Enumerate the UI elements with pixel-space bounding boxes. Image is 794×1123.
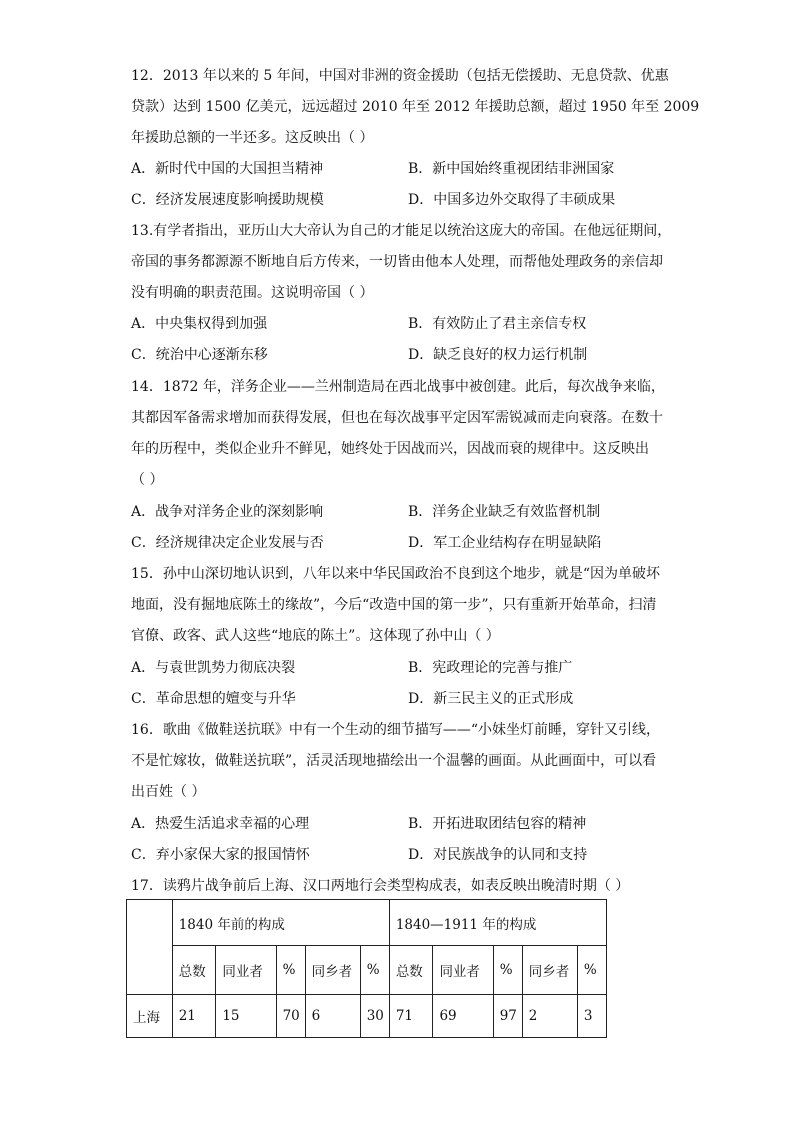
table-subheader: 总数 [172, 946, 216, 995]
table-cell: 3 [577, 995, 606, 1038]
table-header-row-periods [127, 900, 607, 946]
question-15-line-2: 地面，没有掘地底陈土的缘故”，今后“改造中国的第一步”，只有重新开始革命，扫清 [131, 597, 657, 613]
table-header-row-columns [127, 946, 607, 995]
table-cell: 30 [360, 995, 389, 1038]
question-14-option-a[interactable]: A．战争对洋务企业的深刻影响 [131, 504, 324, 520]
question-14-option-c[interactable]: C．经济规律决定企业发展与否 [131, 535, 324, 551]
table-subheader: 同业者 [216, 946, 276, 995]
table-cell: 69 [433, 995, 493, 1038]
question-13-option-d[interactable]: D．缺乏良好的权力运行机制 [408, 347, 588, 363]
question-14-line-4: （ ） [131, 472, 164, 488]
table-cell: 70 [276, 995, 305, 1038]
question-13-line-3: 没有明确的职责范围。这说明帝国（ ） [131, 285, 374, 301]
table-subheader: % [493, 946, 522, 995]
question-14-option-b[interactable]: B．洋务企业缺乏有效监督机制 [408, 504, 601, 520]
question-17-line-1: 17．读鸦片战争前后上海、汉口两地行会类型构成表，如表反映出晚清时期（ ） [131, 878, 630, 894]
table-subheader: % [360, 946, 389, 995]
table-cell: 15 [216, 995, 276, 1038]
question-16-option-d[interactable]: D．对民族战争的认同和支持 [408, 847, 588, 863]
question-12-option-b[interactable]: B．新中国始终重视团结非洲国家 [408, 161, 615, 177]
table-subheader: % [276, 946, 305, 995]
question-15-line-1: 15．孙中山深切地认识到，八年以来中华民国政治不良到这个地步，就是“因为单破坏 [131, 566, 660, 582]
question-15-option-d[interactable]: D．新三民主义的正式形成 [408, 691, 574, 707]
table-subheader: 同乡者 [305, 946, 360, 995]
table-subheader: 同乡者 [522, 946, 577, 995]
question-12-line-1: 12．2013 年以来的 5 年间，中国对非洲的资金援助（包括无偿援助、无息贷款、优惠 [131, 68, 669, 84]
question-12-option-a[interactable]: A．新时代中国的大国担当精神 [131, 161, 324, 177]
question-16-option-c[interactable]: C．弃小家保大家的报国情怀 [131, 847, 310, 863]
table-period-1: 1840 年前的构成 [172, 900, 389, 946]
question-13-line-1: 13.有学者指出，亚历山大大帝认为自己的才能足以统治这庞大的帝国。在他远征期间， [131, 223, 672, 239]
question-15-option-b[interactable]: B．宪政理论的完善与推广 [408, 660, 573, 676]
table-period-2: 1840—1911 年的构成 [389, 900, 606, 946]
question-16-option-b[interactable]: B．开拓进取团结包容的精神 [408, 816, 587, 832]
table-cell: 71 [389, 995, 433, 1038]
question-15-line-3: 官僚、政客、武人这些“地底的陈土”。这体现了孙中山（ ） [131, 628, 500, 644]
table-cell: 2 [522, 995, 577, 1038]
table-cell: 97 [493, 995, 522, 1038]
table-cell: 6 [305, 995, 360, 1038]
table-subheader: 同业者 [433, 946, 493, 995]
table-row-city: 上海 [127, 995, 173, 1038]
question-14-line-1: 14．1872 年，洋务企业——兰州制造局在西北战事中被创建。此后，每次战争来临， [131, 379, 665, 395]
question-16-line-1: 16．歌曲《做鞋送抗联》中有一个生动的细节描写——“小妹坐灯前睡，穿针又引线， [131, 722, 660, 738]
question-13-line-2: 帝国的事务都源源不断地自后方传来，一切皆由他本人处理，而帮他处理政务的亲信却 [131, 254, 663, 270]
question-12-option-c[interactable]: C．经济发展速度影响援助规模 [131, 192, 324, 208]
table-row [127, 995, 607, 1038]
question-12-line-2: 贷款）达到 1500 亿美元，远远超过 2010 年至 2012 年援助总额，超过 1950 年至 2009 [131, 99, 700, 115]
question-12-line-3: 年援助总额的一半还多。这反映出（ ） [131, 130, 374, 146]
question-14-line-3: 年的历程中，类似企业升不鲜见，她终处于因战而兴，因战而衰的规律中。这反映出 [131, 441, 649, 457]
question-12-option-d[interactable]: D．中国多边外交取得了丰硕成果 [408, 192, 616, 208]
question-14-line-2: 其都因军备需求增加而获得发展，但也在每次战事平定因军需锐减而走向衰落。在数十 [131, 410, 663, 426]
question-13-option-b[interactable]: B．有效防止了君主亲信专权 [408, 316, 587, 332]
table-subheader: % [577, 946, 606, 995]
table-cell: 21 [172, 995, 216, 1038]
question-16-option-a[interactable]: A．热爱生活追求幸福的心理 [131, 816, 310, 832]
question-15-option-c[interactable]: C．革命思想的嬗变与升华 [131, 691, 296, 707]
question-15-option-a[interactable]: A．与袁世凯势力彻底决裂 [131, 660, 296, 676]
table-corner-cell [127, 900, 173, 995]
question-13-option-c[interactable]: C．统治中心逐渐东移 [131, 347, 268, 363]
guild-composition-table [126, 899, 607, 1038]
question-16-line-3: 出百姓（ ） [131, 784, 206, 800]
question-14-option-d[interactable]: D．军工企业结构存在明显缺陷 [408, 535, 602, 551]
question-16-line-2: 不是忙嫁妆，做鞋送抗联”，活灵活现地描绘出一个温馨的画面。从此画面中，可以看 [131, 753, 657, 769]
table-subheader: 总数 [389, 946, 433, 995]
question-13-option-a[interactable]: A．中央集权得到加强 [131, 316, 268, 332]
